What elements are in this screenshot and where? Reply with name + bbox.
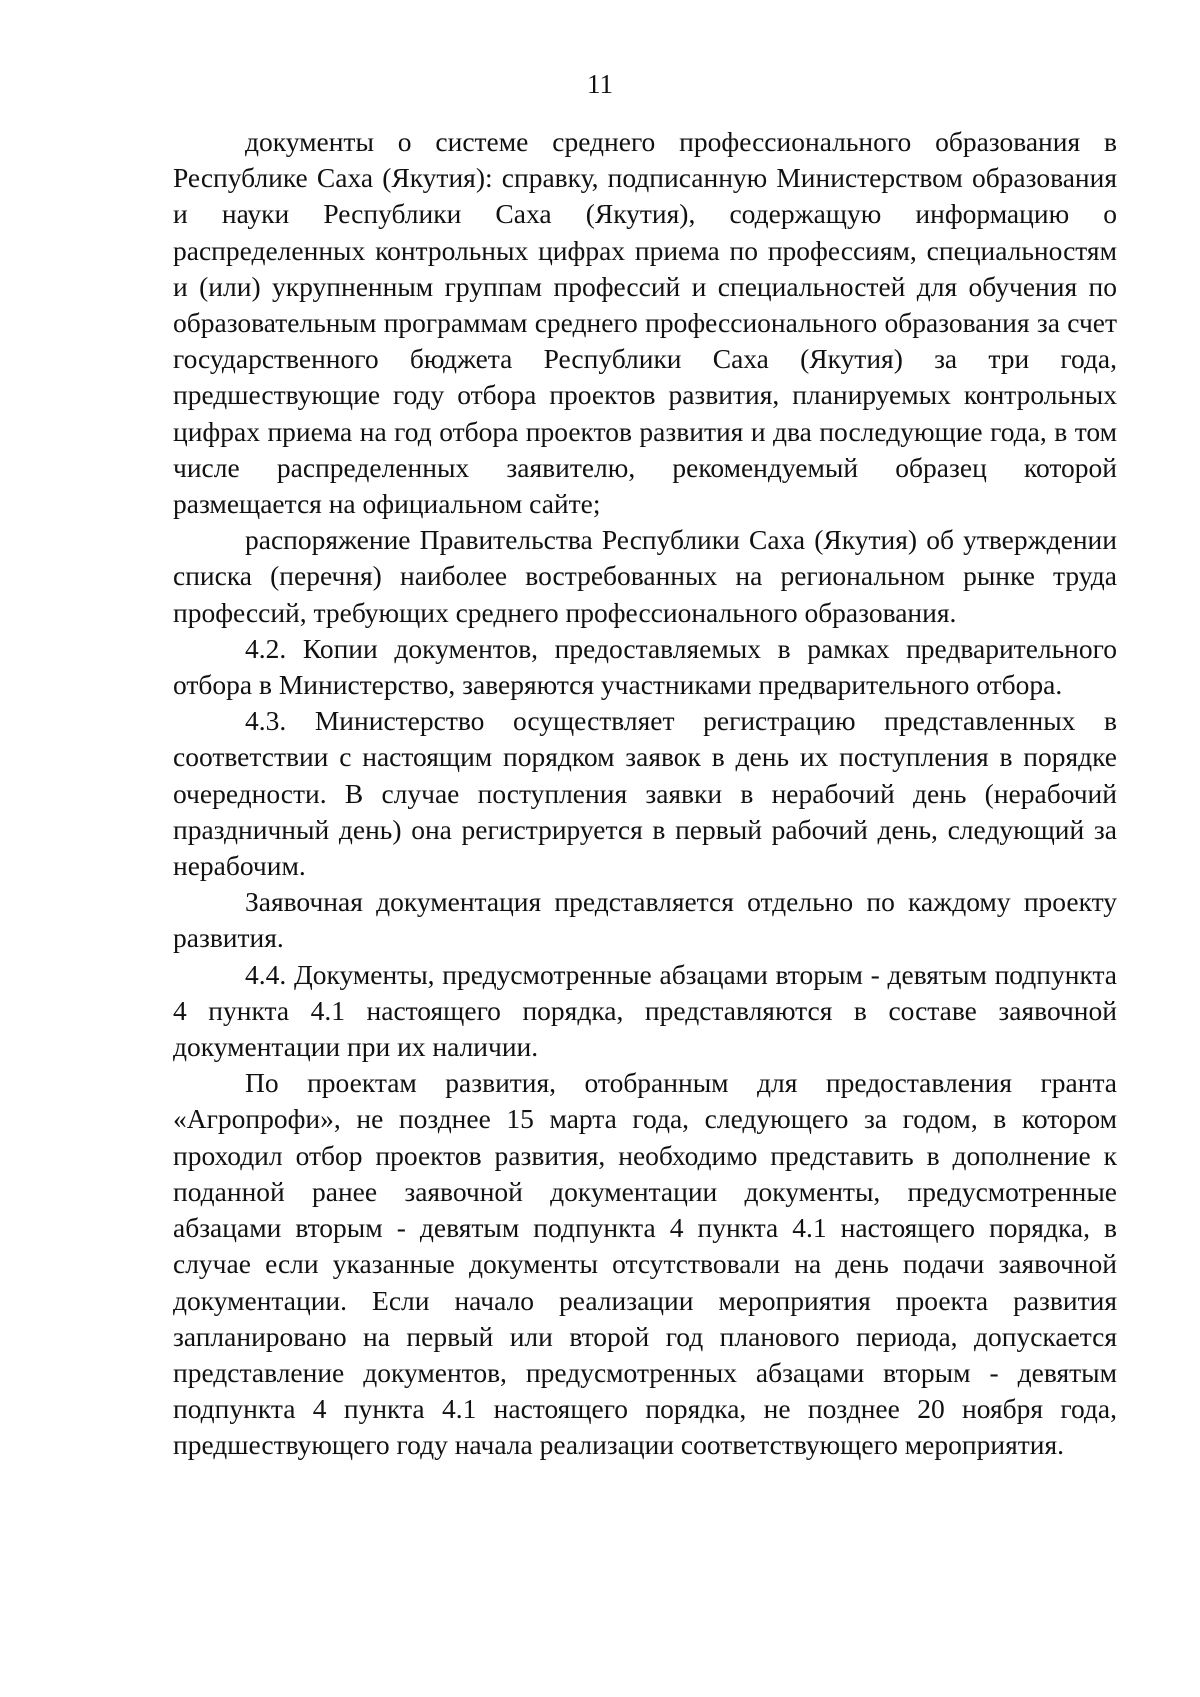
paragraph-4-4: 4.4. Документы, предусмотренные абзацами вторым - девятым подпункта 4 пункта 4.1 настоящего порядка, представляются в составе заявочной документации при их наличии. <box>173 958 1117 1063</box>
paragraph-agroprofi: По проектам развития, отобранным для предоставления гранта «Агропрофи», не позднее 15 марта года, следующего за годом, в котором проходил отбор проектов развития, необходимо представить в дополнение к поданной ранее заявочной документации документы, предусмотренные абзацами вторым - девятым подпункта 4 пункта 4.1 настоящего порядка, в случае если указанные документы отсутствовали на день подачи заявочной документации. Если начало реализации мероприятия проекта развития запланировано на первый или второй год планового периода, допускается представление документов, предусмотренных абзацами вторым - девятым подпункта 4 пункта 4.1 настоящего порядка, не позднее 20 ноября года, предшествующего году начала реализации соответствующего мероприятия. <box>173 1067 1117 1461</box>
paragraph-4-2: 4.2. Копии документов, предоставляемых в рамках предварительного отбора в Министерство, заверяются участниками предварительного отбора. <box>173 632 1117 701</box>
document-body <box>173 124 1117 1464</box>
paragraph-documents-spo: документы о системе среднего профессионального образования в Республике Саха (Якутия): справку, подписанную Министерством образования и науки Республики Саха (Якутия), содержащую информацию о распределенных контрольных цифрах приема по профессиям, специальностям и (или) укрупненным группам профессий и специальностей для обучения по образовательным программам среднего профессионального образования за счет государственного бюджета Республики Саха (Якутия) за три года, предшествующие году отбора проектов развития, планируемых контрольных цифрах приема на год отбора проектов развития и два последующие года, в том числе распределенных заявителю, рекомендуемый образец которой размещается на официальном сайте; <box>173 126 1117 520</box>
paragraph-application-docs: Заявочная документация представляется отдельно по каждому проекту развития. <box>173 886 1117 954</box>
paragraph-government-order: распоряжение Правительства Республики Саха (Якутия) об утверждении списка (перечня) наиболее востребованных на региональном рынке труда профессий, требующих среднего профессионального образования. <box>173 524 1117 628</box>
page-number: 11 <box>587 69 613 99</box>
paragraph-4-3: 4.3. Министерство осуществляет регистрацию представленных в соответствии с настоящим порядком заявок в день их поступления в порядке очередности. В случае поступления заявки в нерабочий день (нерабочий праздничный день) она регистрируется в первый рабочий день, следующий за нерабочим. <box>173 705 1117 882</box>
